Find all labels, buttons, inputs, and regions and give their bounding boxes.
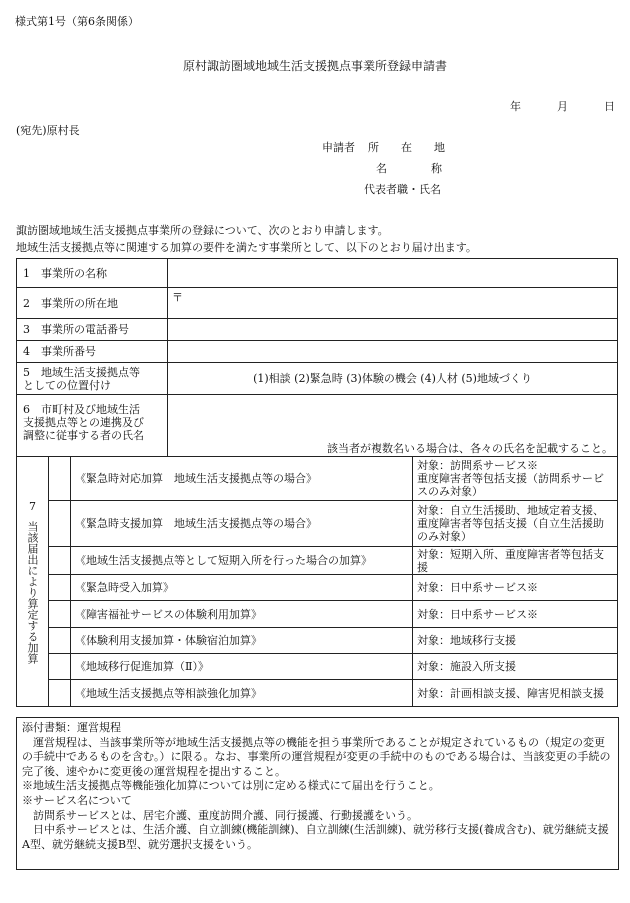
table-row	[17, 601, 618, 628]
table-row	[17, 341, 618, 363]
notes-box	[16, 717, 619, 870]
addressee: (宛先)原村長	[16, 124, 80, 137]
document-title: 原村諏訪圏域地域生活支援拠点事業所登録申請書	[182, 59, 447, 73]
table-row	[17, 395, 618, 457]
addition-name: 《地域生活支援拠点等相談強化加算》	[71, 680, 413, 707]
position-label-line: としての位置付け	[23, 378, 111, 392]
table-row	[17, 363, 618, 395]
postal-mark: 〒	[172, 291, 184, 304]
position-label	[17, 363, 168, 395]
office-address-label: 2 事業所の所在地	[17, 288, 168, 319]
address-label: 所 在 地	[368, 141, 445, 154]
office-address-field[interactable]	[168, 288, 618, 319]
addition-checkbox[interactable]	[49, 457, 71, 501]
contact-person-field[interactable]	[168, 395, 618, 457]
table-row	[17, 547, 618, 575]
contact-person-label	[17, 395, 168, 457]
addition-target: 対象：日中系サービス※	[413, 601, 618, 628]
addition-name: 《地域生活支援拠点等として短期入所を行った場合の加算》	[71, 547, 413, 575]
addition-name: 《緊急時対応加算 地域生活支援拠点等の場合》	[71, 457, 413, 501]
addition-target: 対象：短期入所、重度障害者等包括支援	[413, 547, 618, 575]
table-row	[17, 501, 618, 547]
table-row	[17, 457, 618, 501]
position-label-line: 5 地域生活支援拠点等	[23, 365, 140, 379]
form-number: 様式第1号（第6条関係）	[15, 15, 139, 28]
date-month-label: 月	[557, 100, 568, 113]
additions-label	[17, 457, 49, 707]
notes-enhancement-text: ※地域生活支援拠点等機能強化加算については別に定める様式にて届出を行うこと。	[22, 779, 440, 793]
additions-number: 7	[29, 499, 36, 513]
office-name-field[interactable]	[168, 259, 618, 288]
intro-text-2: 地域生活支援拠点等に関連する加算の要件を満たす事業所として、以下のとおり届け出ます。	[16, 241, 477, 254]
date-day-label: 日	[604, 100, 615, 113]
notes-visit-services: 訪問系サービスとは、居宅介護、重度訪問介護、同行援護、行動援護をいう。	[22, 808, 418, 822]
office-phone-label: 3 事業所の電話番号	[17, 319, 168, 341]
company-name-label: 名 称	[376, 162, 442, 175]
office-number-field[interactable]	[168, 341, 618, 363]
addition-name: 《体験利用支援加算・体験宿泊加算》	[71, 628, 413, 654]
additions-title: 当該届出により算定する加算	[26, 520, 39, 664]
notes-day-services: 日中系サービスとは、生活介護、自立訓練(機能訓練)、自立訓練(生活訓練)、就労移行支援(養成含む)、就労継続支援A型、就労継続支援B型、就労選択支援をいう。	[22, 823, 609, 851]
contact-label-line: 調整に従事する者の氏名	[23, 429, 144, 442]
applicant-label: 申請者	[322, 141, 355, 154]
addition-checkbox[interactable]	[49, 601, 71, 628]
addition-checkbox[interactable]	[49, 654, 71, 680]
addition-name: 《地域移行促進加算（Ⅱ）》	[71, 654, 413, 680]
addition-target: 対象：日中系サービス※	[413, 575, 618, 601]
addition-checkbox[interactable]	[49, 575, 71, 601]
intro-text-1: 諏訪圏域地域生活支援拠点事業所の登録について、次のとおり申請します。	[16, 224, 389, 237]
notes-regulation-text: 運営規程は、当該事業所等が地域生活支援拠点等の機能を担う事業所であることが規定されているもの（規定の変更の手続中であるものを含む。）に限る。なお、事業所の運営規程が変更の手続中のものである場合は、当該変更の手続の完了後、速やかに変更後の運営規程を提出すること。	[22, 735, 611, 778]
office-name-label: 1 事業所の名称	[17, 259, 168, 288]
addition-checkbox[interactable]	[49, 547, 71, 575]
contact-label-line: 支援拠点等との連携及び	[23, 416, 144, 429]
office-phone-field[interactable]	[168, 319, 618, 341]
table-row	[17, 288, 618, 319]
table-row	[17, 654, 618, 680]
table-row	[17, 628, 618, 654]
addition-name: 《緊急時支援加算 地域生活支援拠点等の場合》	[71, 501, 413, 547]
representative-label: 代表者職・氏名	[364, 183, 441, 196]
addition-checkbox[interactable]	[49, 501, 71, 547]
addition-name: 《障害福祉サービスの体験利用加算》	[71, 601, 413, 628]
addition-target: 対象：地域移行支援	[413, 628, 618, 654]
addition-checkbox[interactable]	[49, 680, 71, 707]
addition-name: 《緊急時受入加算》	[71, 575, 413, 601]
table-row	[17, 319, 618, 341]
office-number-label: 4 事業所番号	[17, 341, 168, 363]
date-year-label: 年	[510, 100, 521, 113]
addition-target: 対象：施設入所支援	[413, 654, 618, 680]
table-row	[17, 575, 618, 601]
notes-attachments: 添付書類：運営規程	[22, 721, 121, 734]
addition-checkbox[interactable]	[49, 628, 71, 654]
notes-service-heading: ※サービス名について	[22, 793, 132, 807]
addition-target: 対象：自立生活援助、地域定着支援、重度障害者等包括支援（自立生活援助のみ対象）	[413, 501, 618, 547]
addition-target: 対象：訪問系サービス※ 重度障害者等包括支援（訪問系サービスのみ対象）	[413, 457, 618, 501]
application-table	[16, 258, 618, 707]
contact-person-note: 該当者が複数名いる場合は、各々の氏名を記載すること。	[327, 442, 614, 455]
table-row	[17, 259, 618, 288]
position-options[interactable]: (1)相談 (2)緊急時 (3)体験の機会 (4)人材 (5)地域づくり	[168, 363, 618, 395]
table-row	[17, 680, 618, 707]
contact-label-line: 6 市町村及び地域生活	[23, 403, 140, 416]
addition-target: 対象：計画相談支援、障害児相談支援	[413, 680, 618, 707]
